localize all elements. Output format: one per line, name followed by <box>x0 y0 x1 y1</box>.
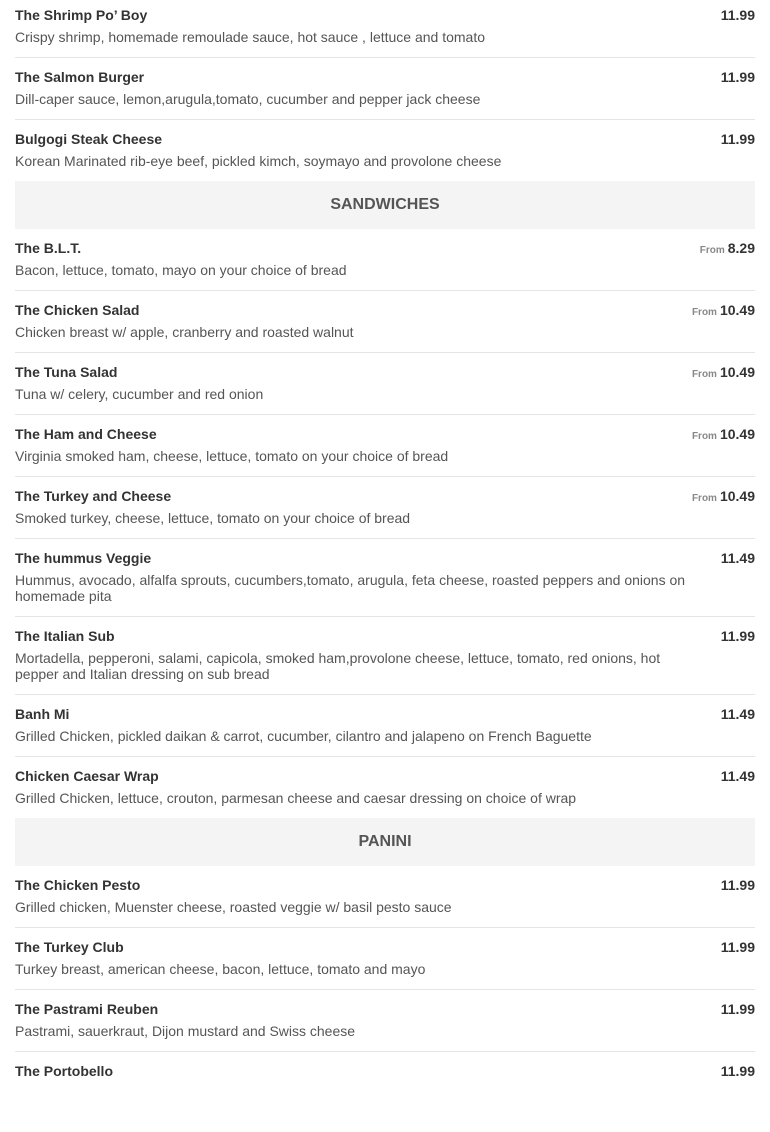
price-amount: 11.49 <box>720 768 755 784</box>
section-header-sandwiches: SANDWICHES <box>15 181 755 229</box>
menu-item-price <box>721 938 755 956</box>
price-amount: 10.49 <box>719 364 755 380</box>
menu-item-description: Virginia smoked ham, cheese, lettuce, tomato on your choice of bread <box>15 448 449 464</box>
menu-item-description: Turkey breast, american cheese, bacon, lettuce, tomato and mayo <box>15 961 426 977</box>
price-amount: 11.99 <box>720 69 755 85</box>
menu-item-description: Grilled Chicken, pickled daikan & carrot, cucumber, cilantro and jalapeno on French Baguette <box>15 728 592 744</box>
menu-item-name: The Chicken Salad <box>15 302 140 318</box>
price-from-label: From <box>691 431 717 442</box>
menu-item-price <box>721 68 755 86</box>
menu-item-name: The Tuna Salad <box>15 364 118 380</box>
price-amount: 10.49 <box>719 426 755 442</box>
menu-item-header <box>15 1062 755 1080</box>
price-amount: 10.49 <box>719 488 755 504</box>
price-amount: 11.99 <box>720 877 755 893</box>
menu-item-name: The Shrimp Po’ Boy <box>15 7 148 23</box>
price-amount: 11.99 <box>720 131 755 147</box>
menu-item-description: Hummus, avocado, alfalfa sprouts, cucumbers,tomato, arugula, feta cheese, roasted peppers and onions on homemade pita <box>15 572 686 604</box>
menu-item-name: Bulgogi Steak Cheese <box>15 131 163 147</box>
menu-item[interactable] <box>15 539 755 617</box>
menu-item[interactable] <box>15 757 755 818</box>
price-from-label: From <box>691 493 717 504</box>
menu-item-price <box>700 239 755 260</box>
menu-item-price <box>721 1062 755 1080</box>
price-amount: 11.99 <box>720 1063 755 1079</box>
menu-item-header <box>15 6 755 24</box>
menu-item-header <box>15 938 755 956</box>
price-amount: 11.99 <box>720 1001 755 1017</box>
price-amount: 11.99 <box>720 628 755 644</box>
menu-item[interactable] <box>15 1052 755 1092</box>
menu-item-description: Grilled chicken, Muenster cheese, roasted veggie w/ basil pesto sauce <box>15 899 452 915</box>
menu-item[interactable] <box>15 0 755 58</box>
menu-item[interactable] <box>15 990 755 1052</box>
menu-item-header <box>15 130 755 148</box>
menu-item-price <box>692 363 755 384</box>
menu-item-header <box>15 425 755 443</box>
menu-item-name: The Chicken Pesto <box>15 877 141 893</box>
menu-item-header <box>15 876 755 894</box>
menu-item-description: Grilled Chicken, lettuce, crouton, parmesan cheese and caesar dressing on choice of wrap <box>15 790 577 806</box>
menu-item-header <box>15 549 755 567</box>
menu-item-price <box>721 627 755 645</box>
menu-item-name: The Italian Sub <box>15 628 115 644</box>
menu-item-price <box>692 425 755 446</box>
menu-item[interactable] <box>15 353 755 415</box>
menu-item-name: The Salmon Burger <box>15 69 145 85</box>
menu-item-header <box>15 487 755 505</box>
menu-item-price <box>721 1000 755 1018</box>
section-header-panini: PANINI <box>15 818 755 866</box>
menu-item-name: The Pastrami Reuben <box>15 1001 159 1017</box>
menu-item[interactable] <box>15 229 755 291</box>
menu-item[interactable] <box>15 866 755 928</box>
menu-item[interactable] <box>15 415 755 477</box>
menu-item-price <box>692 487 755 508</box>
menu-item-header <box>15 705 755 723</box>
menu-item-header <box>15 363 755 381</box>
menu-item-header <box>15 239 755 257</box>
menu-item-description: Chicken breast w/ apple, cranberry and roasted walnut <box>15 324 354 340</box>
menu-item-header <box>15 301 755 319</box>
price-amount: 11.99 <box>720 7 755 23</box>
menu-item-description: Crispy shrimp, homemade remoulade sauce, hot sauce , lettuce and tomato <box>15 29 486 45</box>
menu-item[interactable] <box>15 928 755 990</box>
menu-item-header <box>15 627 755 645</box>
menu-item-description: Korean Marinated rib-eye beef, pickled kimch, soymayo and provolone cheese <box>15 153 502 169</box>
menu-item-name: Banh Mi <box>15 706 70 722</box>
menu-item-header <box>15 68 755 86</box>
menu-item-price <box>721 705 755 723</box>
menu-item-price <box>721 549 755 567</box>
menu-item[interactable] <box>15 477 755 539</box>
menu-item-name: The hummus Veggie <box>15 550 152 566</box>
menu-item-description: Tuna w/ celery, cucumber and red onion <box>15 386 264 402</box>
menu-item-price <box>721 876 755 894</box>
menu-item-description: Pastrami, sauerkraut, Dijon mustard and Swiss cheese <box>15 1023 356 1039</box>
menu-item-price <box>692 301 755 322</box>
menu-item[interactable] <box>15 58 755 120</box>
price-from-label: From <box>691 307 717 318</box>
price-from-label: From <box>699 245 725 256</box>
price-from-label: From <box>691 369 717 380</box>
price-amount: 8.29 <box>727 240 755 256</box>
price-amount: 11.99 <box>720 939 755 955</box>
menu-item-name: The Portobello <box>15 1063 113 1079</box>
menu-item-description: Mortadella, pepperoni, salami, capicola, smoked ham,provolone cheese, lettuce, tomato, red onions, hot pepper and Italian dressing on sub bread <box>15 650 661 682</box>
menu-item-name: The Turkey Club <box>15 939 124 955</box>
price-amount: 11.49 <box>720 550 755 566</box>
menu-list <box>15 0 755 1092</box>
menu-item-price <box>721 130 755 148</box>
menu-item[interactable] <box>15 617 755 695</box>
menu-item-description: Bacon, lettuce, tomato, mayo on your choice of bread <box>15 262 347 278</box>
menu-item-price <box>721 6 755 24</box>
menu-item[interactable] <box>15 120 755 181</box>
menu-item-header <box>15 767 755 785</box>
price-amount: 11.49 <box>720 706 755 722</box>
menu-item-description: Dill-caper sauce, lemon,arugula,tomato, cucumber and pepper jack cheese <box>15 91 481 107</box>
menu-item-name: The B.L.T. <box>15 240 82 256</box>
price-amount: 10.49 <box>719 302 755 318</box>
menu-item-price <box>721 767 755 785</box>
menu-item[interactable] <box>15 291 755 353</box>
menu-item-name: The Turkey and Cheese <box>15 488 172 504</box>
menu-item-header <box>15 1000 755 1018</box>
menu-item-name: The Ham and Cheese <box>15 426 157 442</box>
menu-item[interactable] <box>15 695 755 757</box>
menu-item-description: Smoked turkey, cheese, lettuce, tomato on your choice of bread <box>15 510 411 526</box>
menu-item-name: Chicken Caesar Wrap <box>15 768 159 784</box>
